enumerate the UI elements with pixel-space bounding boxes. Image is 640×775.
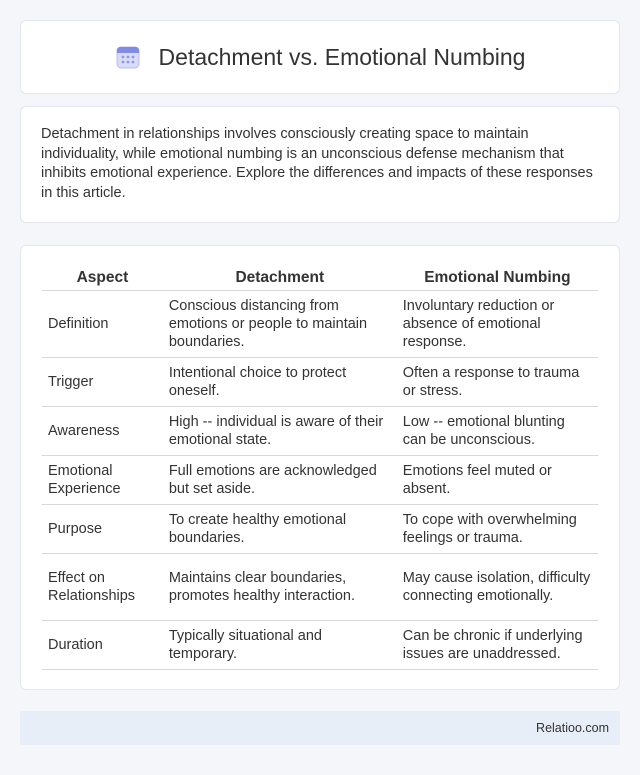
footer bbox=[20, 711, 620, 745]
header-emotional-numbing: Emotional Numbing bbox=[397, 266, 598, 291]
table-row bbox=[42, 554, 598, 621]
table-row bbox=[42, 505, 598, 554]
table-row bbox=[42, 621, 598, 670]
header-aspect: Aspect bbox=[42, 266, 163, 291]
table-row bbox=[42, 291, 598, 358]
cell-aspect: Purpose bbox=[42, 505, 163, 554]
cell-emotional-numbing: Can be chronic if underlying issues are unaddressed. bbox=[397, 621, 598, 670]
cell-detachment: High -- individual is aware of their emotional state. bbox=[163, 407, 397, 456]
cell-aspect: Effect on Relationships bbox=[42, 554, 163, 621]
page-title: Detachment vs. Emotional Numbing bbox=[158, 43, 526, 70]
title-card bbox=[20, 20, 620, 94]
cell-detachment: Maintains clear boundaries, promotes healthy interaction. bbox=[163, 554, 397, 621]
header-detachment: Detachment bbox=[163, 266, 397, 291]
table-header-row bbox=[42, 266, 598, 291]
intro-text: Detachment in relationships involves consciously creating space to maintain individuality, while emotional numbing is an unconscious defense mechanism that inhibits emotional experience. Explore the differences and impacts of these responses in this article. bbox=[41, 126, 593, 201]
cell-emotional-numbing: To cope with overwhelming feelings or trauma. bbox=[397, 505, 598, 554]
calendar-icon bbox=[115, 44, 141, 70]
comparison-card bbox=[20, 245, 620, 690]
cell-aspect: Duration bbox=[42, 621, 163, 670]
title-wrap bbox=[115, 44, 526, 71]
cell-aspect: Emotional Experience bbox=[42, 456, 163, 505]
cell-detachment: To create healthy emotional boundaries. bbox=[163, 505, 397, 554]
cell-detachment: Conscious distancing from emotions or people to maintain boundaries. bbox=[163, 291, 397, 358]
cell-detachment: Typically situational and temporary. bbox=[163, 621, 397, 670]
table-row bbox=[42, 358, 598, 407]
cell-aspect: Definition bbox=[42, 291, 163, 358]
table-row bbox=[42, 456, 598, 505]
footer-brand: Relatioo.com bbox=[536, 721, 609, 735]
table-row bbox=[42, 407, 598, 456]
cell-aspect: Trigger bbox=[42, 358, 163, 407]
comparison-table bbox=[42, 266, 598, 670]
cell-emotional-numbing: May cause isolation, difficulty connecting emotionally. bbox=[397, 554, 598, 621]
cell-aspect: Awareness bbox=[42, 407, 163, 456]
cell-detachment: Intentional choice to protect oneself. bbox=[163, 358, 397, 407]
cell-emotional-numbing: Often a response to trauma or stress. bbox=[397, 358, 598, 407]
cell-emotional-numbing: Emotions feel muted or absent. bbox=[397, 456, 598, 505]
cell-emotional-numbing: Low -- emotional blunting can be unconscious. bbox=[397, 407, 598, 456]
cell-detachment: Full emotions are acknowledged but set aside. bbox=[163, 456, 397, 505]
cell-emotional-numbing: Involuntary reduction or absence of emotional response. bbox=[397, 291, 598, 358]
intro-card bbox=[20, 106, 620, 223]
